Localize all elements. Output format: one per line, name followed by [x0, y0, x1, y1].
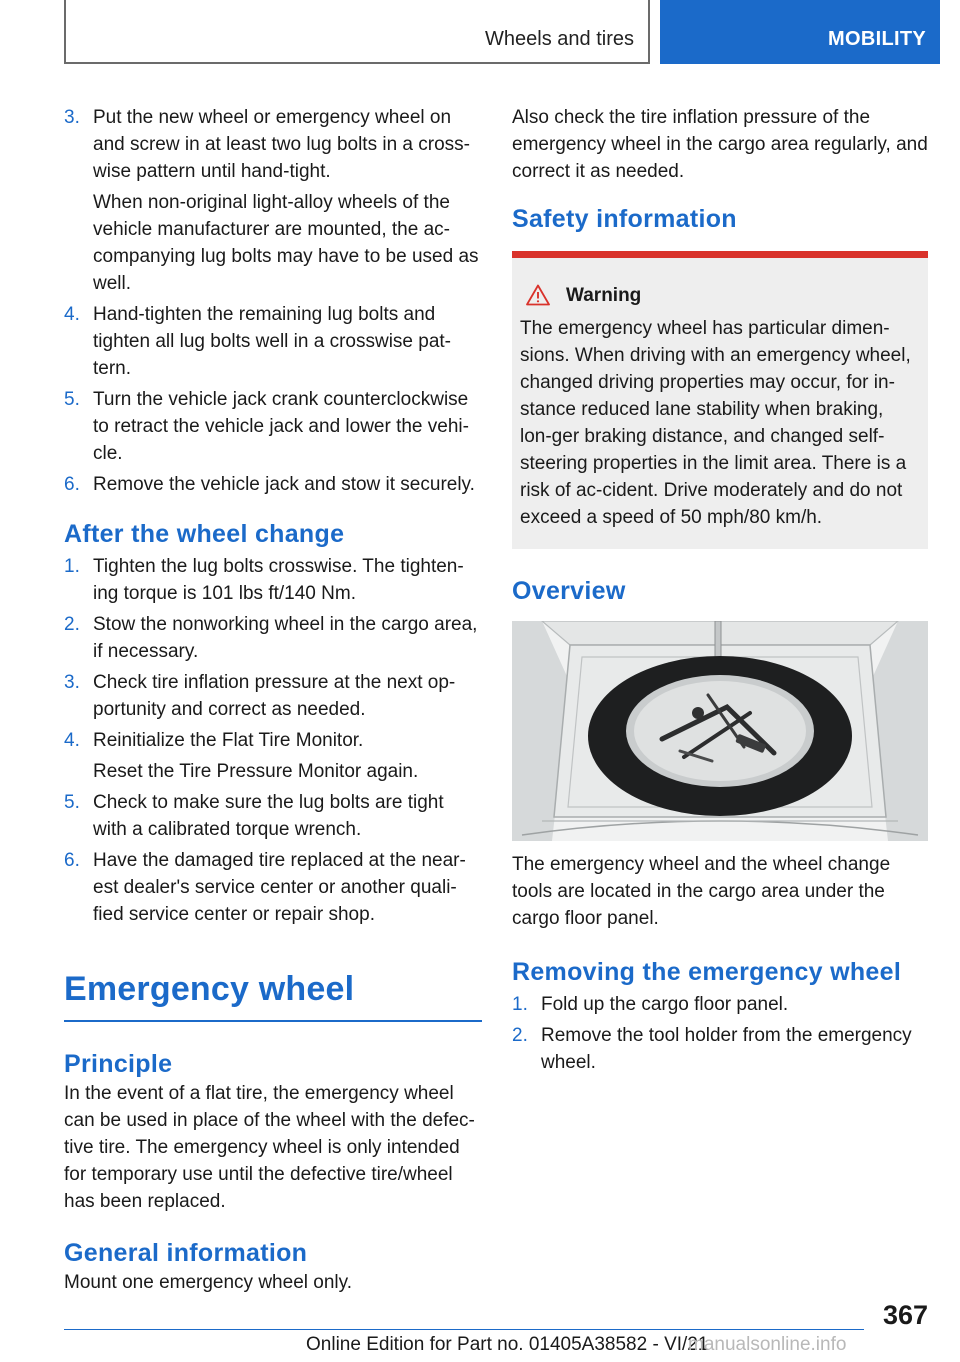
step-number: 3. — [64, 672, 80, 693]
list-item — [64, 789, 482, 843]
step-number: 6. — [64, 850, 80, 871]
step-number: 4. — [64, 304, 80, 325]
step-text: Turn the vehicle jack crank counterclockwise to retract the vehicle jack and lower the vehi-cle. — [93, 389, 469, 464]
section-heading-safety-information: Safety information — [512, 205, 737, 233]
step-note: Reset the Tire Pressure Monitor again. — [93, 761, 419, 782]
step-number: 5. — [64, 389, 80, 410]
warning-text: The emergency wheel has particular dimen-sions. When driving with an emergency wheel, changed driving properties may occur, for in-stance reduced lane stability when braking, lon-ger braking distance, and changed self-steering properties in the limit area. There is a risk of ac-cident. Drive moderately and do not exceed a speed of 50 mph/80 km/h. — [520, 318, 911, 528]
step-text: Remove the tool holder from the emergency wheel. — [541, 1025, 912, 1073]
section-heading-overview: Overview — [512, 577, 626, 605]
section-heading-general-information: General information — [64, 1239, 308, 1267]
section-title: Wheels and tires — [485, 28, 634, 50]
page-number: 367 — [882, 1300, 928, 1330]
step-text: Put the new wheel or emergency wheel on and screw in at least two lug bolts in a cross-wise pattern until hand-tight. — [93, 107, 471, 182]
step-text: Reinitialize the Flat Tire Monitor. — [93, 730, 364, 751]
heading-rule — [64, 1020, 482, 1022]
header-section-box — [64, 0, 650, 64]
list-item — [64, 611, 482, 665]
edition-text: Online Edition for Part no. 01405A38582 - VI/21 — [306, 1334, 709, 1355]
section-heading-after-wheel-change: After the wheel change — [64, 520, 345, 548]
step-number: 2. — [64, 614, 80, 635]
intro-paragraph: Also check the tire inflation pressure of the emergency wheel in the cargo area regularly, and correct it as needed. — [512, 107, 928, 182]
step-number: 1. — [64, 556, 80, 577]
step-number: 2. — [512, 1025, 528, 1046]
general-paragraph: Mount one emergency wheel only. — [64, 1272, 352, 1293]
warning-title: Warning — [566, 285, 642, 306]
step-number: 6. — [64, 474, 80, 495]
cargo-area-illustration — [512, 621, 928, 841]
principle-paragraph: In the event of a flat tire, the emergency wheel can be used in place of the wheel with the defec-tive tire. The emergency wheel is only intended for temporary use until the defective tire/wheel has been replaced. — [64, 1083, 475, 1212]
step-number: 4. — [64, 730, 80, 751]
list-item — [64, 669, 482, 723]
section-heading-removing-emergency-wheel: Removing the emergency wheel — [512, 958, 902, 986]
list-item — [64, 471, 482, 498]
step-number: 1. — [512, 994, 528, 1015]
warning-triangle-icon — [526, 284, 566, 308]
chapter-heading-emergency-wheel: Emergency wheel — [64, 970, 355, 1008]
list-item — [64, 847, 482, 928]
step-text: Fold up the cargo floor panel. — [541, 994, 789, 1015]
step-number: 3. — [64, 107, 80, 128]
footer-rule — [64, 1329, 864, 1330]
step-text: Remove the vehicle jack and stow it securely. — [93, 474, 475, 495]
step-text: Check to make sure the lug bolts are tight with a calibrated torque wrench. — [93, 792, 444, 840]
step-text: Tighten the lug bolts crosswise. The tighten-ing torque is 101 lbs ft/140 Nm. — [93, 556, 464, 604]
left-column — [64, 104, 482, 1296]
list-item — [64, 727, 482, 785]
section-heading-principle: Principle — [64, 1050, 173, 1078]
list-item — [64, 553, 482, 607]
watermark[interactable]: manualsonline.info — [688, 1334, 847, 1355]
warning-box — [512, 251, 928, 549]
overview-caption: The emergency wheel and the wheel change tools are located in the cargo area under the cargo floor panel. — [512, 854, 891, 929]
chapter-tab[interactable] — [660, 0, 940, 64]
step-text: Hand-tighten the remaining lug bolts and tighten all lug bolts well in a crosswise pat-tern. — [93, 304, 452, 379]
list-item — [64, 301, 482, 382]
step-note: When non-original light-alloy wheels of the vehicle manufacturer are mounted, the ac-companying lug bolts may have to be used as well. — [93, 192, 479, 294]
step-text: Have the damaged tire replaced at the near-est dealer's service center or another quali-fied service center or repair shop. — [93, 850, 466, 925]
step-number: 5. — [64, 792, 80, 813]
list-item — [64, 104, 482, 297]
step-text: Stow the nonworking wheel in the cargo area, if necessary. — [93, 614, 478, 662]
chapter-tab-label: MOBILITY — [828, 28, 926, 50]
step-text: Check tire inflation pressure at the next op-portunity and correct as needed. — [93, 672, 456, 720]
warning-header — [520, 282, 920, 309]
list-item — [512, 1022, 928, 1076]
right-column — [512, 104, 928, 1080]
list-item — [512, 991, 928, 1018]
list-item — [64, 386, 482, 467]
